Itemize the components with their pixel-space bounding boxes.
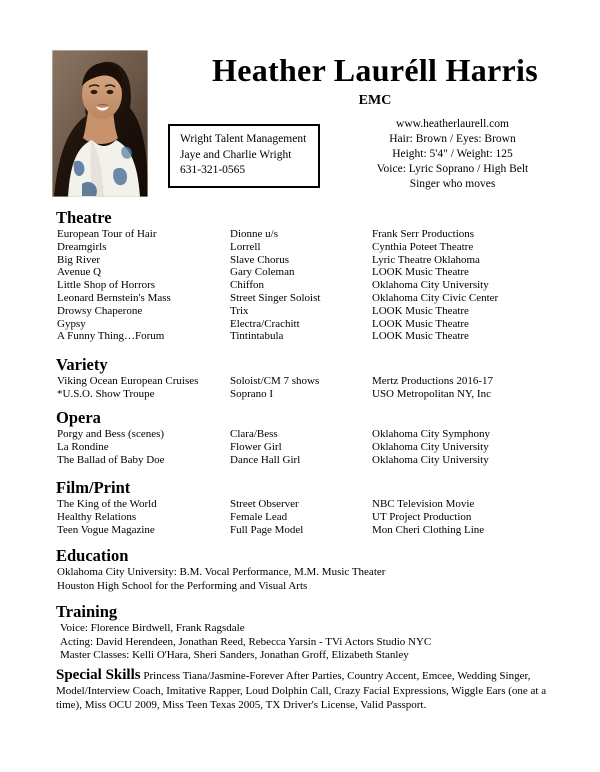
credit-company: LOOK Music Theatre — [372, 317, 469, 330]
table-row — [0, 266, 600, 279]
training-line: Acting: David Herendeen, Jonathan Reed, Rebecca Yarsin - TVi Actors Studio NYC — [60, 635, 432, 648]
credit-role: Full Page Model — [230, 523, 304, 536]
hair-eyes: Hair: Brown / Eyes: Brown — [389, 133, 516, 145]
credit-role: Electra/Crachitt — [230, 317, 300, 330]
credit-company: Mon Cheri Clothing Line — [372, 523, 485, 536]
credit-title: Dreamgirls — [57, 240, 107, 253]
credit-title: Healthy Relations — [57, 510, 137, 523]
section-opera — [0, 408, 600, 466]
credit-company: LOOK Music Theatre — [372, 330, 469, 343]
credit-title: Gypsy — [57, 317, 86, 330]
section-title-training: Training — [56, 602, 118, 621]
table-row — [0, 305, 600, 318]
section-title-variety: Variety — [56, 355, 108, 374]
credit-rows-variety — [0, 375, 600, 401]
credit-company: Oklahoma City University — [372, 279, 489, 292]
credit-company: Oklahoma City Civic Center — [372, 291, 499, 304]
credit-title: Leonard Bernstein's Mass — [57, 291, 171, 304]
website-url: www.heatherlaurell.com — [396, 118, 509, 130]
performer-stats — [355, 117, 550, 192]
movement-note: Singer who moves — [409, 178, 496, 190]
credit-company: NBC Television Movie — [372, 498, 475, 510]
credit-company: LOOK Music Theatre — [372, 304, 469, 317]
credit-company: Cynthia Poteet Theatre — [372, 240, 474, 253]
table-row — [0, 524, 600, 537]
credit-title: Viking Ocean European Cruises — [57, 375, 199, 387]
section-variety — [0, 355, 600, 401]
table-row — [0, 292, 600, 305]
credit-company: Lyric Theatre Oklahoma — [372, 253, 480, 266]
credit-role: Gary Coleman — [230, 266, 295, 279]
credit-title: European Tour of Hair — [57, 228, 157, 240]
special-skills-body: Princess Tiana/Jasmine-Forever After Parties, Country Accent, Emcee, Wedding Singer, Model/Interview Coach, Imitative Rapper, Loud Dolphin Call, Crazy Facial Expressions, Wiggle Ears (one at a time), Miss OCU 2009, Miss Teen Texas 2005, TX Driver's License, Valid Passport. — [56, 670, 547, 711]
training-line: Master Classes: Kelli O'Hara, Sheri Sanders, Jonathan Groff, Elizabeth Stanley — [60, 649, 409, 662]
credit-company: Oklahoma City Symphony — [372, 428, 490, 440]
credit-title: Little Shop of Horrors — [57, 279, 156, 292]
section-title-theatre: Theatre — [56, 208, 112, 227]
credit-title: The King of the World — [57, 498, 157, 510]
table-row — [0, 498, 600, 511]
section-training — [0, 602, 600, 663]
agency-contact-box — [168, 124, 320, 188]
credit-role: Flower Girl — [230, 440, 282, 453]
section-title-special-skills: Special Skills — [56, 667, 141, 683]
table-row — [0, 330, 600, 343]
table-row — [0, 228, 600, 241]
credit-role: Chiffon — [230, 279, 265, 292]
credit-role: Dance Hall Girl — [230, 453, 301, 466]
section-theatre — [0, 208, 600, 343]
table-row — [0, 441, 600, 454]
credit-role: Tintintabula — [230, 330, 284, 343]
education-lines — [0, 566, 600, 593]
credit-role: Female Lead — [230, 510, 288, 523]
table-row — [0, 318, 600, 331]
credit-title: Big River — [57, 253, 101, 266]
table-row — [0, 279, 600, 292]
credit-role: Soprano I — [230, 387, 274, 400]
credit-rows-theatre — [0, 228, 600, 343]
credit-role: Dionne u/s — [230, 228, 278, 240]
name-block — [150, 52, 600, 110]
credit-role: Soloist/CM 7 shows — [230, 375, 320, 387]
credit-company: UT Project Production — [372, 510, 472, 523]
union-status: EMC — [358, 93, 392, 108]
credit-title: Drowsy Chaperone — [57, 304, 143, 317]
credit-company: Oklahoma City University — [372, 440, 489, 453]
training-line: Voice: Florence Birdwell, Frank Ragsdale — [60, 622, 245, 634]
credit-company: USO Metropolitan NY, Inc — [372, 387, 491, 400]
credit-role: Street Singer Soloist — [230, 291, 321, 304]
credit-role: Street Observer — [230, 498, 299, 510]
headshot-illustration — [52, 50, 148, 197]
credit-rows-film-print — [0, 498, 600, 536]
credit-role: Trix — [230, 304, 249, 317]
education-line: Oklahoma City University: B.M. Vocal Performance, M.M. Music Theater — [57, 566, 386, 578]
agency-name: Wright Talent Management — [180, 133, 307, 145]
credit-company: Mertz Productions 2016-17 — [372, 375, 493, 387]
credit-title: A Funny Thing…Forum — [57, 330, 165, 343]
credit-company: LOOK Music Theatre — [372, 266, 469, 279]
headshot-photo — [52, 50, 148, 197]
credit-company: Frank Serr Productions — [372, 228, 475, 240]
agency-phone: 631-321-0565 — [180, 164, 246, 176]
table-row — [0, 254, 600, 267]
table-row — [0, 388, 600, 401]
agency-agents: Jaye and Charlie Wright — [180, 148, 292, 161]
performer-name: Heather Lauréll Harris — [212, 52, 538, 88]
table-row — [0, 511, 600, 524]
training-lines — [0, 622, 600, 663]
section-title-film-print: Film/Print — [56, 478, 131, 497]
credit-role: Slave Chorus — [230, 253, 289, 266]
table-row — [0, 454, 600, 467]
table-row — [0, 241, 600, 254]
credit-title: *U.S.O. Show Troupe — [57, 387, 155, 400]
section-special-skills — [56, 668, 550, 713]
table-row — [0, 375, 600, 388]
credit-rows-opera — [0, 428, 600, 466]
section-title-opera: Opera — [56, 408, 101, 427]
section-film-print — [0, 478, 600, 536]
section-education — [0, 546, 600, 593]
credit-title: The Ballad of Baby Doe — [57, 453, 165, 466]
credit-title: Porgy and Bess (scenes) — [57, 428, 165, 440]
credit-title: La Rondine — [57, 440, 109, 453]
resume-header — [0, 0, 600, 205]
credit-company: Oklahoma City University — [372, 453, 489, 466]
table-row — [0, 428, 600, 441]
credit-title: Avenue Q — [57, 266, 102, 279]
section-title-education: Education — [56, 546, 129, 565]
voice-type: Voice: Lyric Soprano / High Belt — [376, 163, 529, 175]
credit-role: Clara/Bess — [230, 428, 278, 440]
height-weight: Height: 5'4" / Weight: 125 — [392, 148, 513, 160]
education-line: Houston High School for the Performing and Visual Arts — [57, 579, 308, 592]
credit-title: Teen Vogue Magazine — [57, 523, 155, 536]
credit-role: Lorrell — [230, 240, 261, 253]
